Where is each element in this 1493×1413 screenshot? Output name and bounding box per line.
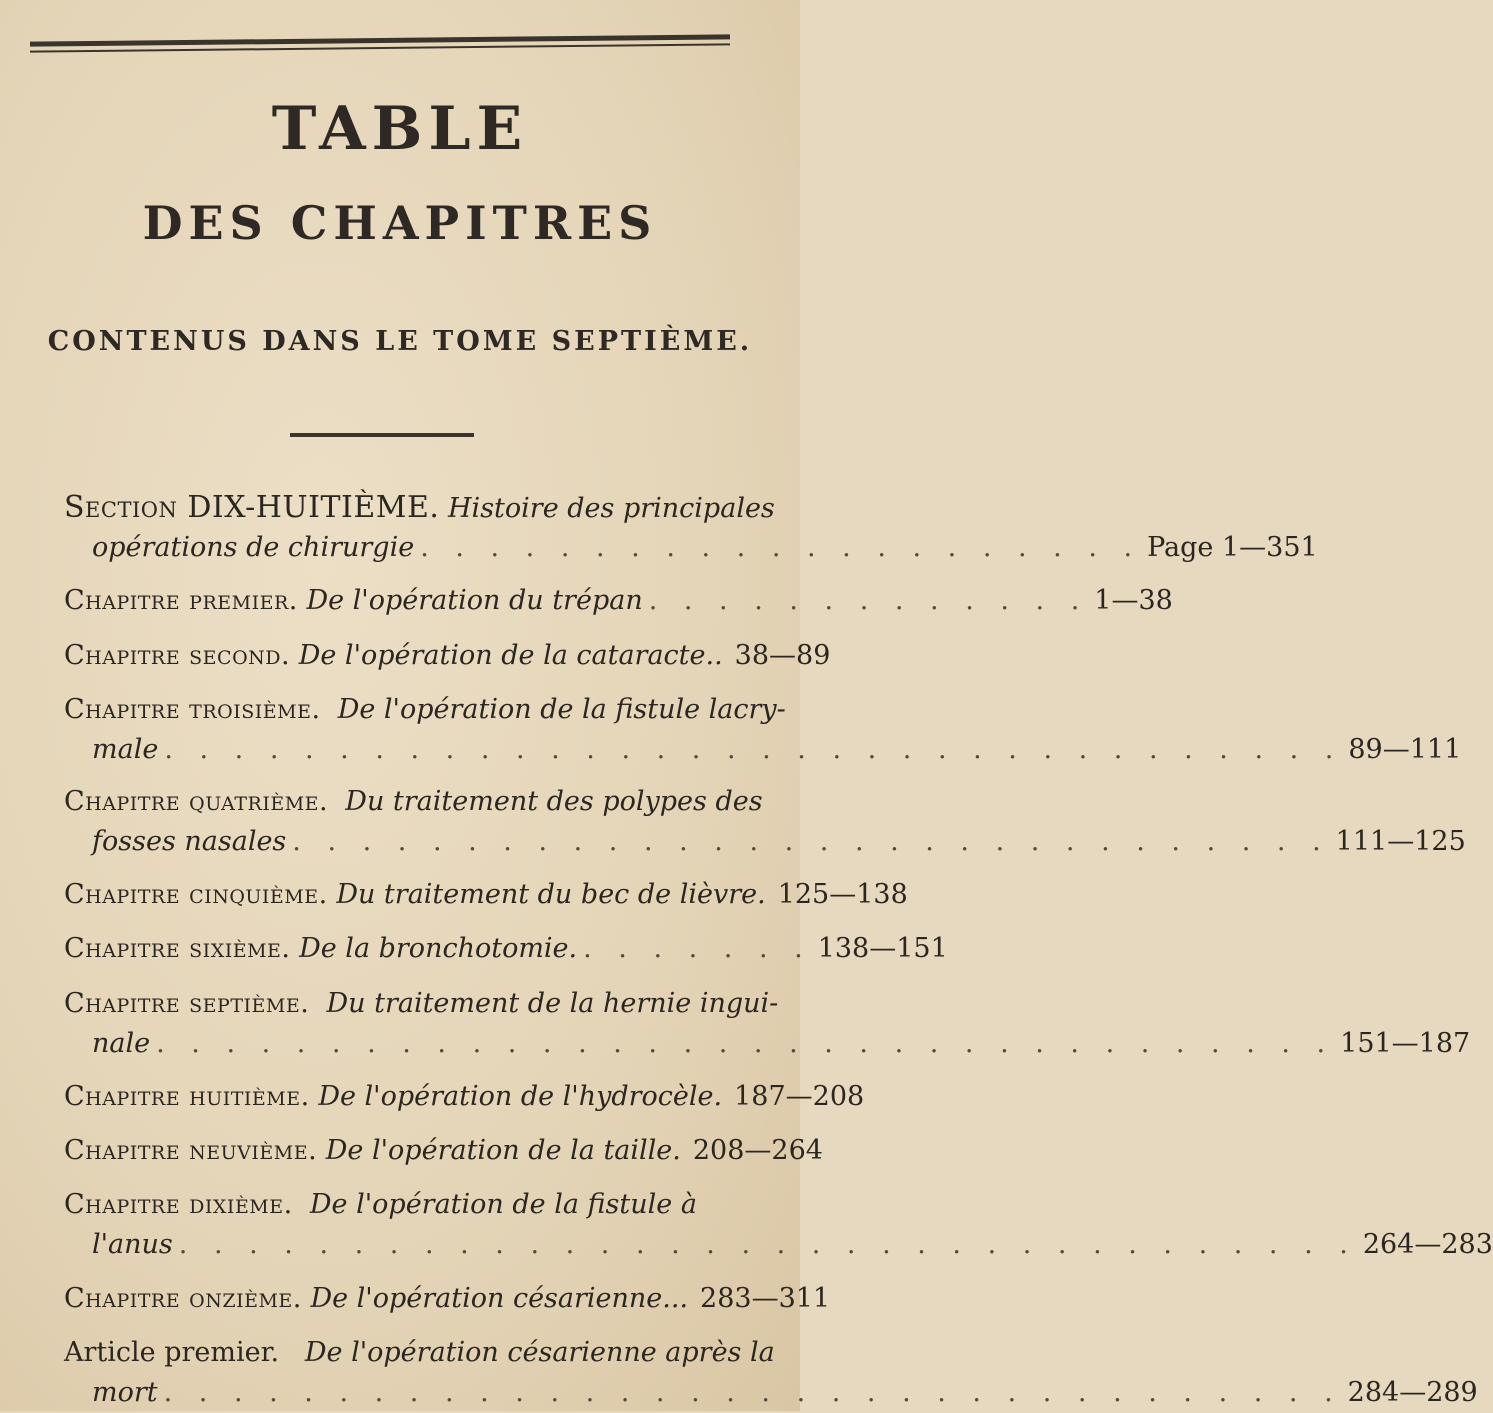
leader-dots: . . . . . . . . . . . . . . . . . . . . . . . . . . . . . . . . . .	[156, 1028, 1335, 1059]
toc-entry-article-1	[64, 1333, 1478, 1413]
toc-entry-chapter-6	[64, 929, 948, 969]
chapter-title: De l'opération de la taille.	[325, 1135, 681, 1166]
chapter-pages: 151—187	[1340, 1028, 1471, 1059]
toc-entry-chapter-3	[64, 690, 1462, 770]
chapter-pages: 264—283	[1362, 1229, 1493, 1260]
chapter-title-cont: male	[92, 734, 159, 765]
title-chapitres: DES CHAPITRES	[142, 196, 658, 250]
toc-entry-chapter-4	[64, 782, 1466, 862]
chapter-heading: Chapitre onzième.	[64, 1283, 302, 1314]
chapter-heading: Chapitre septième.	[64, 988, 310, 1019]
chapter-title: Du traitement du bec de lièvre.	[336, 879, 766, 910]
section-heading: Section DIX-HUITIÈME.	[64, 490, 440, 525]
chapter-title: De l'opération de l'hydrocèle.	[318, 1081, 723, 1112]
chapter-heading: Chapitre dixième.	[64, 1189, 293, 1220]
toc-entry-chapter-9	[64, 1131, 823, 1171]
leader-dots: . . . . . . . . . . . . . . . . . . . . . . . . . . . . . . . . . .	[163, 1377, 1342, 1408]
chapter-heading: Chapitre troisième.	[64, 694, 321, 725]
chapter-title: Du traitement de la hernie ingui-	[326, 988, 779, 1019]
chapter-title: De la bronchotomie.	[299, 933, 578, 964]
leader-dots: . . . . . . . . . . . . .	[648, 585, 1089, 616]
chapter-title: De l'opération de la fistule à	[309, 1189, 697, 1220]
section-desc-1: Histoire des principales	[448, 493, 775, 524]
chapter-heading: Chapitre cinquième.	[64, 879, 328, 910]
title-tome: CONTENUS DANS LE TOME SEPTIÈME.	[47, 326, 753, 357]
toc-entry-chapter-8	[64, 1077, 865, 1117]
toc-entry-chapter-5	[64, 875, 908, 915]
article-title: De l'opération césarienne après la	[304, 1337, 775, 1368]
leader-dots: . . . . . . .	[583, 933, 812, 964]
leader-dots: . . . . . . . . . . . . . . . . . . . . . . . . . . . . . . . . . .	[164, 734, 1343, 765]
chapter-heading: Chapitre neuvième.	[64, 1135, 318, 1166]
toc-entry-chapter-7	[64, 984, 1471, 1064]
chapter-pages: 1—38	[1094, 585, 1173, 616]
chapter-pages: 89—111	[1348, 734, 1462, 765]
chapter-pages: 208—264	[692, 1135, 823, 1166]
chapter-pages: 187—208	[734, 1081, 865, 1112]
toc-entry-chapter-10	[64, 1185, 1493, 1265]
chapter-heading: Chapitre quatrième.	[64, 786, 329, 817]
chapter-pages: 138—151	[817, 933, 948, 964]
chapter-title: De l'opération césarienne...	[310, 1283, 689, 1314]
article-heading: Article premier.	[64, 1337, 280, 1368]
chapter-title-cont: fosses nasales	[92, 826, 287, 857]
toc-entry-chapter-11	[64, 1279, 831, 1319]
chapter-heading: Chapitre premier.	[64, 585, 298, 616]
section-divider	[290, 433, 474, 437]
toc-entry-chapter-2	[64, 636, 831, 676]
leader-dots: . . . . . . . . . . . . . . . . . . . . . . . . . . . . . . . . . .	[178, 1229, 1357, 1260]
toc-entry-section	[64, 488, 1318, 568]
toc-entry-chapter-1	[64, 581, 1173, 621]
chapter-heading: Chapitre huitième.	[64, 1081, 310, 1112]
article-pages: 284—289	[1347, 1377, 1478, 1408]
chapter-title: De l'opération du trépan	[306, 585, 643, 616]
chapter-title-cont: nale	[92, 1028, 151, 1059]
chapter-title-cont: l'anus	[92, 1229, 173, 1260]
leader-dots: . . . . . . . . . . . . . . . . . . . . .	[420, 532, 1142, 563]
section-pages: Page 1—351	[1147, 532, 1318, 563]
chapter-heading: Chapitre sixième.	[64, 933, 291, 964]
title-table: TABLE	[271, 94, 529, 164]
chapter-title: Du traitement des polypes des	[345, 786, 763, 817]
article-title-cont: mort	[92, 1377, 158, 1408]
section-desc-2: opérations de chirurgie	[92, 532, 415, 563]
chapter-heading: Chapitre second.	[64, 640, 291, 671]
chapter-title: De l'opération de la cataracte..	[298, 640, 723, 671]
chapter-pages: 111—125	[1335, 826, 1466, 857]
chapter-pages: 283—311	[700, 1283, 831, 1314]
chapter-pages: 38—89	[734, 640, 831, 671]
chapter-title: De l'opération de la fistule lacry-	[337, 694, 786, 725]
leader-dots: . . . . . . . . . . . . . . . . . . . . . . . . . . . . . .	[292, 826, 1330, 857]
chapter-pages: 125—138	[777, 879, 908, 910]
